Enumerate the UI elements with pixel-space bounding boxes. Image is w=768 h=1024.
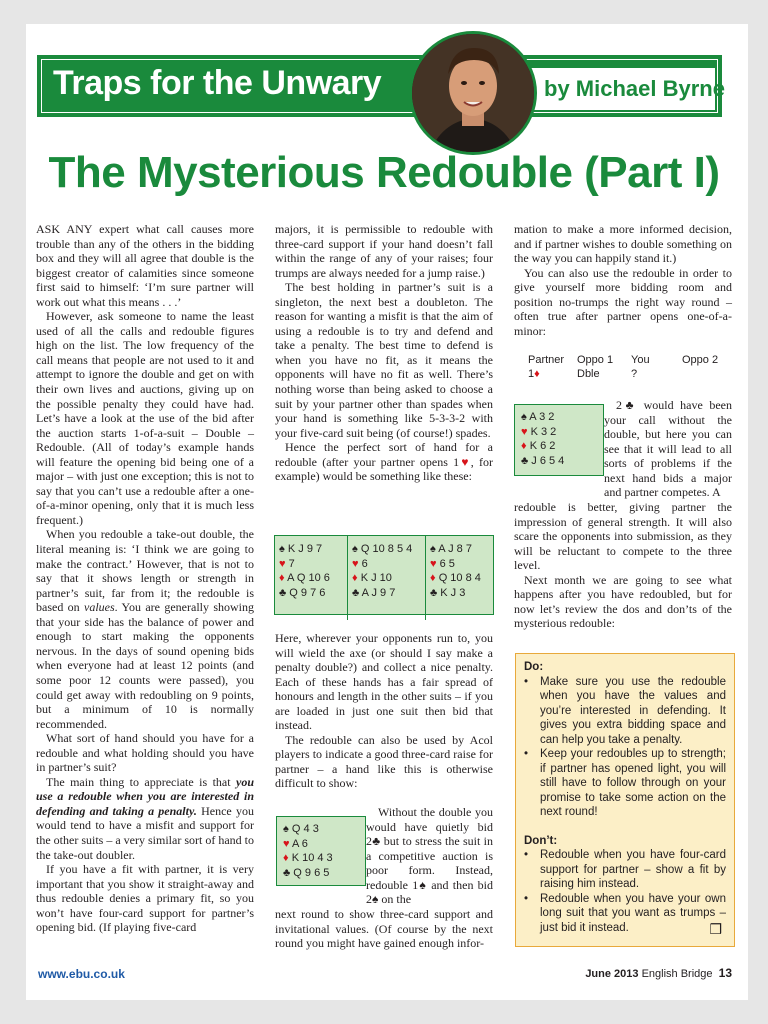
bid: ? bbox=[631, 368, 638, 380]
dos-and-donts-box bbox=[515, 653, 735, 947]
bid: Dble bbox=[577, 368, 600, 380]
paragraph: Without the double you would have quietly bid 2♣ but to stress the suit in a competitive auction is poor form. Instead, redouble 1♠ and then bid 2♠ on the bbox=[366, 805, 493, 907]
author-portrait-image bbox=[412, 34, 534, 152]
acol-example-hand: ♠ Q 4 3 ♥ A 6 ♦ K 10 4 3 ♣ Q 9 6 5 bbox=[276, 816, 366, 886]
bidding-table bbox=[528, 353, 738, 381]
page-number: 13 bbox=[718, 966, 732, 980]
paragraph: When you redouble a take-out double, the literal meaning is: ‘I think we are going to make the contract.’ However, that is not to say that it shows length or strength in partner’s suit, far from it; the redouble is based on values. You are generally showing that your side has the balance of power and enough to start making the opponents nervous. In the days of sound opening bids when everyone had at least 12 points (and some poor 12 counts were passed), you could get away with redoubling on 9 points, but a minimum of 10 is normally recommended. bbox=[36, 527, 254, 731]
series-title: Traps for the Unwary bbox=[53, 64, 382, 102]
bidding-header: Partner bbox=[528, 354, 565, 366]
bidding-header: Oppo 2 bbox=[682, 354, 719, 366]
paragraph: 2♣ would have been your call without the double, but here you can see that it will lead to all sorts of problems if the next hand bids a major and partner competes. A bbox=[604, 398, 732, 500]
footer-website-link[interactable]: www.ebu.co.uk bbox=[38, 967, 125, 981]
example-hands-table bbox=[274, 535, 494, 615]
column-2-bottom bbox=[275, 907, 493, 951]
bid: 1♦ bbox=[528, 368, 540, 380]
hand-3: ♠ A J 8 7 ♥ 6 5 ♦ Q 10 8 4 ♣ K J 3 bbox=[425, 536, 494, 620]
column-2-wrap-text bbox=[366, 805, 493, 907]
end-mark-icon: ❒ bbox=[709, 920, 722, 937]
paragraph: The best holding in partner’s suit is a singleton, the next best a doubleton. The reason for wanting a misfit is that the aim of using a redouble is to try and defend and take a penalty. The best time to defend is when you have no fit, as it means the opponents will have no fit as well. There’s nothing worse than being asked to choose a suit by your partner other than spades when your hand is something like 5-3-3-2 with your five-card suit being (of course!) spades. bbox=[275, 280, 493, 440]
do-item: • Make sure you use the redouble when you have the values and you’re interested in defending. It gives you extra bidding space and can help you take a penalty. bbox=[524, 675, 726, 746]
article-headline: The Mysterious Redouble (Part I) bbox=[48, 148, 720, 197]
bidding-header: Oppo 1 bbox=[577, 354, 614, 366]
column-3-after bbox=[514, 500, 732, 631]
paragraph: redouble is better, giving partner the impression of general strength. It will also scare the opponents into submission, as they will be reluctant to compete to the three level. bbox=[514, 500, 732, 573]
paragraph: Hence the perfect sort of hand for a redouble (after your partner opens 1♥, for example) would be something like these: bbox=[275, 440, 493, 484]
paragraph: Here, wherever your opponents run to, you will wield the axe (or should I say make a penalty double?) and collect a nice penalty. Each of these hands has a fair spread of honours and length in the other suits – if you are loaded in just one suit then bid that instead. bbox=[275, 631, 493, 733]
do-heading: Do: bbox=[524, 661, 544, 673]
hand-1: ♠ K J 9 7 ♥ 7 ♦ A Q 10 6 ♣ Q 9 7 6 bbox=[279, 543, 330, 599]
footer-date: June 2013 bbox=[585, 968, 639, 980]
dont-heading: Don’t: bbox=[524, 834, 558, 847]
paragraph: mation to make a more informed decision, and if partner wishes to double something on the way you can happily stand it.) bbox=[514, 222, 732, 266]
minor-example-hand: ♠ A 3 2 ♥ K 3 2 ♦ K 6 2 ♣ J 6 5 4 bbox=[514, 404, 604, 476]
do-item: • Keep your redoubles up to strength; if partner has opened light, you will still have to follow through on your promise to take some action on the next round! bbox=[524, 748, 726, 818]
paragraph: You can also use the redouble in order to give yourself more bidding room and position no-trumps the right way round – often true after partner opens one-of-a-minor: bbox=[514, 265, 732, 338]
paragraph: majors, it is permissible to redouble with three-card support if your hand doesn’t fall within the range of any of your raises; four trumps are always needed for a jump raise.) bbox=[275, 222, 493, 280]
bidding-header: You bbox=[631, 354, 650, 366]
paragraph: ASK ANY expert what call causes more trouble than any of the others in the bidding box and they will all agree that double is the biggest creator of calamities since someone first said to himself: ‘I’m sure partner will work out what this means . . .’ bbox=[36, 222, 254, 309]
paragraph: next round to show three-card support and invitational values. (Of course by the next round you might have gained enough infor- bbox=[275, 907, 493, 951]
column-2-middle bbox=[275, 631, 493, 791]
hand-2: ♠ Q 10 8 5 4 ♥ 6 ♦ K J 10 ♣ A J 9 7 bbox=[347, 536, 428, 620]
column-2-top bbox=[275, 222, 493, 484]
column-3-wrap-text bbox=[604, 398, 732, 500]
paragraph: The redouble can also be used by Acol players to indicate a good three-card raise for partner – a hand like this is otherwise difficult to show: bbox=[275, 732, 493, 791]
paragraph: What sort of hand should you have for a redouble and what holding should you have in partner’s suit? bbox=[36, 731, 254, 775]
paragraph: However, ask someone to name the least used of all the calls and redouble figures high on the list. The low frequency of the call means that people are not used to it and attempt to ignore the double and get on with their own lives and auctions, giving up on the possible penalty they could have had. Let’s have a look at the use of the bid after the auction starts 1-of-a-suit – Double – Redouble. (All of today’s example hands will feature the opening bid being one of a major – with just one exception; this is not to say that you can’t use a redouble after a one-of-a-minor opening, only that it is much less frequent.) bbox=[36, 309, 254, 527]
column-3-top bbox=[514, 222, 732, 338]
dont-item: • Redouble when you have your own long suit that you want as trumps – just bid it instead. bbox=[524, 892, 726, 934]
footer-magazine: English Bridge bbox=[641, 968, 713, 980]
author-byline: by Michael Byrne bbox=[544, 76, 725, 101]
paragraph: The main thing to appreciate is that you use a redouble when you are interested in defending and taking a penalty. Hence you would tend to have a misfit and support for the other suits – a very similar sort of hand to the take-out doubler. bbox=[36, 774, 254, 862]
dont-item: • Redouble when you have four-card support for partner – show a fit by raising him instead. bbox=[524, 849, 726, 890]
paragraph: Next month we are going to see what happens after you have redoubled, but for now let’s review the dos and don’ts of the mysterious redouble: bbox=[514, 572, 732, 631]
column-1 bbox=[36, 222, 254, 935]
paragraph: If you have a fit with partner, it is very important that you show it straight-away and thus redouble denies a primary fit, so you won’t have four-card support for partner’s opening bid. (If playing five-card bbox=[36, 862, 254, 935]
author-photo bbox=[409, 31, 537, 155]
footer-issue-info bbox=[585, 966, 732, 980]
